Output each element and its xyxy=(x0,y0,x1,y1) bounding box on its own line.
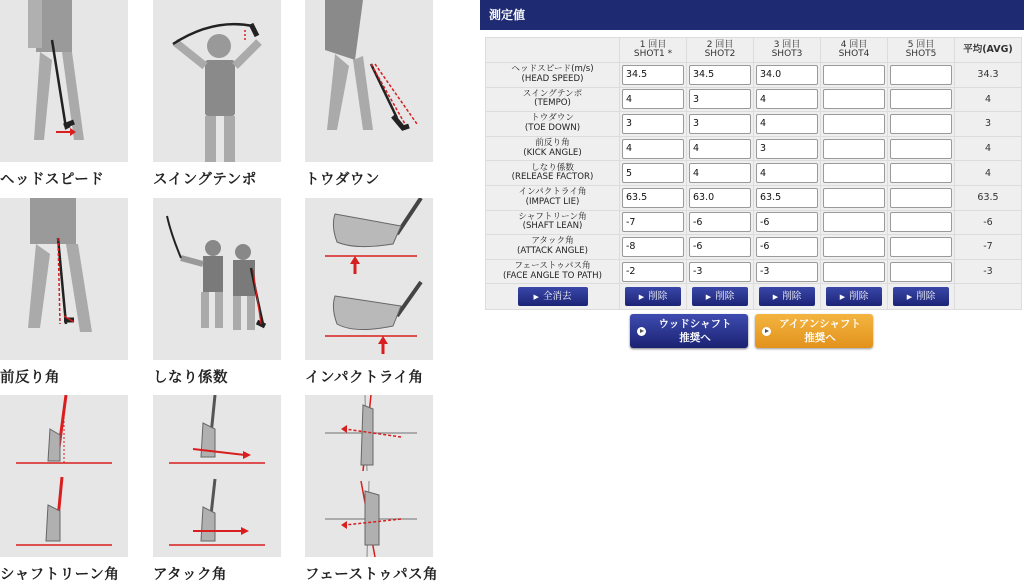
shot4-shaft-lean-input[interactable] xyxy=(823,212,885,232)
delete-label: 削除 xyxy=(849,291,869,303)
illus-cell-release-factor xyxy=(153,198,281,387)
shot5-attack-angle-input[interactable] xyxy=(890,237,952,257)
iron-button-line1: アイアンシャフト xyxy=(779,318,861,330)
shot-header-4 xyxy=(821,38,888,63)
value-cell xyxy=(754,161,821,186)
shot4-tempo-input[interactable] xyxy=(823,89,885,109)
shot5-head-speed-input[interactable] xyxy=(890,65,952,85)
measurement-table xyxy=(485,37,1022,310)
value-cell xyxy=(821,235,888,260)
row-label-en: (FACE ANGLE TO PATH) xyxy=(503,270,602,281)
row-label xyxy=(486,185,620,210)
shot5-shaft-lean-input[interactable] xyxy=(890,212,952,232)
table-row-tempo xyxy=(486,87,1022,112)
measurement-panel xyxy=(480,0,1024,581)
shot3-impact-lie-input[interactable] xyxy=(756,188,818,208)
shot3-head-speed-input[interactable] xyxy=(756,65,818,85)
avg-value: -6 xyxy=(955,210,1022,235)
wood-shaft-recommend-button[interactable] xyxy=(630,314,748,348)
toe-down-figure-icon xyxy=(305,0,433,162)
value-cell xyxy=(821,161,888,186)
value-cell xyxy=(821,63,888,88)
shot-header-2 xyxy=(687,38,754,63)
value-cell xyxy=(754,63,821,88)
value-cell xyxy=(754,112,821,137)
value-cell xyxy=(888,112,955,137)
row-label xyxy=(486,87,620,112)
shot-header-line2: SHOT4 xyxy=(838,49,870,59)
shot5-impact-lie-input[interactable] xyxy=(890,188,952,208)
attack-angle-figure-icon xyxy=(153,395,281,557)
value-cell xyxy=(687,136,754,161)
shot-header-line2: SHOT3 xyxy=(771,49,803,59)
shot2-impact-lie-input[interactable] xyxy=(689,188,751,208)
delete-label: 削除 xyxy=(916,291,936,303)
row-label-jp: しなり係数 xyxy=(531,162,574,173)
illus-caption: ヘッドスピード xyxy=(0,172,105,188)
shot-header-line1: 4 回目 xyxy=(840,39,868,50)
shot2-shaft-lean-input[interactable] xyxy=(689,212,751,232)
shot-header-line2: SHOT5 xyxy=(905,49,937,59)
illus-caption: シャフトリーン角 xyxy=(0,567,120,581)
shot-header-3 xyxy=(754,38,821,63)
value-cell xyxy=(620,87,687,112)
shot5-tempo-input[interactable] xyxy=(890,89,952,109)
row-label xyxy=(486,259,620,284)
value-cell xyxy=(821,210,888,235)
clear-all-button[interactable] xyxy=(518,287,588,306)
row-label-jp: トウダウン xyxy=(531,113,574,124)
delete-shot3-button[interactable] xyxy=(759,287,815,306)
value-cell xyxy=(620,136,687,161)
shot-header-line2: SHOT1 * xyxy=(633,49,673,59)
value-cell xyxy=(620,259,687,284)
shot1-attack-angle-input[interactable] xyxy=(622,237,684,257)
shot1-head-speed-input[interactable] xyxy=(622,65,684,85)
illus-caption: フェーストゥパス角 xyxy=(305,567,439,581)
shot2-kick-angle-input[interactable] xyxy=(689,139,751,159)
delete-label: 削除 xyxy=(782,291,802,303)
illus-caption: トウダウン xyxy=(305,172,380,188)
shot5-toe-down-input[interactable] xyxy=(890,114,952,134)
impact-lie-figure-icon xyxy=(305,198,433,360)
shaft-lean-figure-icon xyxy=(0,395,128,557)
value-cell xyxy=(620,210,687,235)
iron-shaft-recommend-button[interactable] xyxy=(755,314,873,348)
shot4-release-factor-input[interactable] xyxy=(823,163,885,183)
row-label-en: (IMPACT LIE) xyxy=(525,196,580,207)
value-cell xyxy=(687,112,754,137)
clear-all-cell xyxy=(486,284,620,310)
row-label xyxy=(486,63,620,88)
shot1-kick-angle-input[interactable] xyxy=(622,139,684,159)
shot1-face-angle-to-path-input[interactable] xyxy=(622,262,684,282)
row-label-jp: ヘッドスピード(m/s) xyxy=(511,64,594,75)
illus-cell-toe-down xyxy=(305,0,433,189)
kick-angle-figure-icon xyxy=(0,198,128,360)
value-cell xyxy=(754,136,821,161)
shot3-toe-down-input[interactable] xyxy=(756,114,818,134)
value-cell xyxy=(620,161,687,186)
value-cell xyxy=(620,235,687,260)
row-label-en: (ATTACK ANGLE) xyxy=(517,245,588,256)
table-action-row xyxy=(486,284,1022,310)
shot4-kick-angle-input[interactable] xyxy=(823,139,885,159)
table-row-release-factor xyxy=(486,161,1022,186)
illus-cell-kick-angle xyxy=(0,198,128,387)
triangle-right-icon: ▶ xyxy=(839,293,846,302)
value-cell xyxy=(687,210,754,235)
release-factor-figure-icon xyxy=(153,198,281,360)
illustration-grid xyxy=(0,0,439,581)
table-row-impact-lie xyxy=(486,185,1022,210)
avg-value: 63.5 xyxy=(955,185,1022,210)
value-cell xyxy=(754,259,821,284)
shot-header-line1: 5 回目 xyxy=(907,39,935,50)
delete-cell-4 xyxy=(821,284,888,310)
value-cell xyxy=(687,161,754,186)
iron-button-line2: 推奨へ xyxy=(804,332,836,344)
shot4-face-angle-to-path-input[interactable] xyxy=(823,262,885,282)
arrow-circle-icon xyxy=(637,327,646,336)
shot-header-5 xyxy=(888,38,955,63)
shot2-head-speed-input[interactable] xyxy=(689,65,751,85)
illus-caption: アタック角 xyxy=(153,567,227,581)
shot1-shaft-lean-input[interactable] xyxy=(622,212,684,232)
shot3-release-factor-input[interactable] xyxy=(756,163,818,183)
table-row-shaft-lean xyxy=(486,210,1022,235)
row-label xyxy=(486,210,620,235)
row-label-jp: スイングテンポ xyxy=(522,88,583,99)
row-label-en: (SHAFT LEAN) xyxy=(522,221,583,232)
triangle-right-icon: ▶ xyxy=(533,293,539,302)
shot3-attack-angle-input[interactable] xyxy=(756,237,818,257)
wood-button-line2: 推奨へ xyxy=(679,332,711,344)
table-header-row xyxy=(486,38,1022,63)
row-label-jp: シャフトリーン角 xyxy=(518,211,587,222)
value-cell xyxy=(620,63,687,88)
value-cell xyxy=(687,259,754,284)
panel-title: 測定値 xyxy=(480,0,1024,30)
shot5-kick-angle-input[interactable] xyxy=(890,139,952,159)
shot2-attack-angle-input[interactable] xyxy=(689,237,751,257)
row-label-jp: フェーストゥパス角 xyxy=(514,261,591,272)
row-label-en: (TEMPO) xyxy=(534,98,571,109)
value-cell xyxy=(687,63,754,88)
avg-value: -3 xyxy=(955,259,1022,284)
shot4-head-speed-input[interactable] xyxy=(823,65,885,85)
shot-header-line2: SHOT2 xyxy=(704,49,736,59)
illus-caption: インパクトライ角 xyxy=(305,370,424,386)
swing-tempo-figure-icon xyxy=(153,0,281,162)
wood-button-line1: ウッドシャフト xyxy=(658,318,732,330)
delete-shot5-button[interactable] xyxy=(893,287,949,306)
shot1-release-factor-input[interactable] xyxy=(622,163,684,183)
shot1-tempo-input[interactable] xyxy=(622,89,684,109)
shot3-face-angle-to-path-input[interactable] xyxy=(756,262,818,282)
table-row-kick-angle xyxy=(486,136,1022,161)
avg-value: 4 xyxy=(955,161,1022,186)
triangle-right-icon: ▶ xyxy=(638,293,645,302)
value-cell xyxy=(821,259,888,284)
row-label-jp: インパクトライ角 xyxy=(518,187,587,198)
avg-value: 3 xyxy=(955,112,1022,137)
delete-cell-3 xyxy=(754,284,821,310)
row-label xyxy=(486,161,620,186)
head-speed-figure-icon xyxy=(0,0,128,162)
illus-cell-impact-lie xyxy=(305,198,433,387)
delete-label: 削除 xyxy=(648,291,668,303)
avg-value: 4 xyxy=(955,136,1022,161)
value-cell xyxy=(888,235,955,260)
row-label-en: (TOE DOWN) xyxy=(524,122,581,133)
value-cell xyxy=(620,185,687,210)
clear-all-label: 全消去 xyxy=(542,291,572,303)
value-cell xyxy=(888,259,955,284)
value-cell xyxy=(754,185,821,210)
avg-value: 4 xyxy=(955,87,1022,112)
row-label xyxy=(486,235,620,260)
value-cell xyxy=(821,87,888,112)
shot3-tempo-input[interactable] xyxy=(756,89,818,109)
arrow-circle-icon xyxy=(762,327,771,336)
shot-header-line1: 2 回目 xyxy=(706,39,734,50)
shot2-tempo-input[interactable] xyxy=(689,89,751,109)
value-cell xyxy=(754,210,821,235)
row-label-en: (HEAD SPEED) xyxy=(521,73,584,84)
shot3-kick-angle-input[interactable] xyxy=(756,139,818,159)
value-cell xyxy=(888,210,955,235)
value-cell xyxy=(821,185,888,210)
row-label-en: (KICK ANGLE) xyxy=(523,147,582,158)
value-cell xyxy=(754,87,821,112)
value-cell xyxy=(754,235,821,260)
shot2-release-factor-input[interactable] xyxy=(689,163,751,183)
delete-cell-1 xyxy=(620,284,687,310)
shot-header-line1: 3 回目 xyxy=(773,39,801,50)
value-cell xyxy=(687,185,754,210)
row-label xyxy=(486,112,620,137)
shot1-toe-down-input[interactable] xyxy=(622,114,684,134)
avg-value: -7 xyxy=(955,235,1022,260)
value-cell xyxy=(888,87,955,112)
shot5-face-angle-to-path-input[interactable] xyxy=(890,262,952,282)
avg-header: 平均(AVG) xyxy=(955,38,1022,63)
illus-caption: しなり係数 xyxy=(153,370,228,386)
illus-caption: 前反り角 xyxy=(0,370,60,386)
value-cell xyxy=(888,136,955,161)
shot5-release-factor-input[interactable] xyxy=(890,163,952,183)
row-label xyxy=(486,136,620,161)
shot2-face-angle-to-path-input[interactable] xyxy=(689,262,751,282)
table-row-face-angle-to-path xyxy=(486,259,1022,284)
shot4-attack-angle-input[interactable] xyxy=(823,237,885,257)
illus-cell-swing-tempo xyxy=(153,0,281,189)
row-label-en: (RELEASE FACTOR) xyxy=(511,172,594,183)
illus-caption: スイングテンポ xyxy=(153,172,257,188)
face-angle-to-path-figure-icon xyxy=(305,395,433,557)
empty-avg-cell xyxy=(955,284,1022,310)
row-label-jp: アタック角 xyxy=(531,236,574,247)
shot4-toe-down-input[interactable] xyxy=(823,114,885,134)
value-cell xyxy=(821,112,888,137)
triangle-right-icon: ▶ xyxy=(772,293,779,302)
row-label-jp: 前反り角 xyxy=(535,138,570,149)
illus-cell-head-speed xyxy=(0,0,128,189)
shot-header-1 xyxy=(620,38,687,63)
illus-cell-face-angle-to-path xyxy=(305,395,439,581)
delete-shot2-button[interactable] xyxy=(692,287,748,306)
delete-label: 削除 xyxy=(715,291,735,303)
illus-cell-attack-angle xyxy=(153,395,281,581)
shot3-shaft-lean-input[interactable] xyxy=(756,212,818,232)
table-row-attack-angle xyxy=(486,235,1022,260)
delete-shot1-button[interactable] xyxy=(625,287,681,306)
shot2-toe-down-input[interactable] xyxy=(689,114,751,134)
corner-cell xyxy=(486,38,620,63)
value-cell xyxy=(687,235,754,260)
shot-header-line1: 1 回目 xyxy=(639,39,667,50)
value-cell xyxy=(888,185,955,210)
value-cell xyxy=(888,63,955,88)
value-cell xyxy=(821,136,888,161)
table-row-head-speed xyxy=(486,63,1022,88)
delete-cell-2 xyxy=(687,284,754,310)
value-cell xyxy=(620,112,687,137)
value-cell xyxy=(687,87,754,112)
triangle-right-icon: ▶ xyxy=(906,293,913,302)
triangle-right-icon: ▶ xyxy=(705,293,712,302)
shot1-impact-lie-input[interactable] xyxy=(622,188,684,208)
avg-value: 34.3 xyxy=(955,63,1022,88)
table-row-toe-down xyxy=(486,112,1022,137)
delete-cell-5 xyxy=(888,284,955,310)
illus-cell-shaft-lean xyxy=(0,395,128,581)
delete-shot4-button[interactable] xyxy=(826,287,882,306)
value-cell xyxy=(888,161,955,186)
shot4-impact-lie-input[interactable] xyxy=(823,188,885,208)
